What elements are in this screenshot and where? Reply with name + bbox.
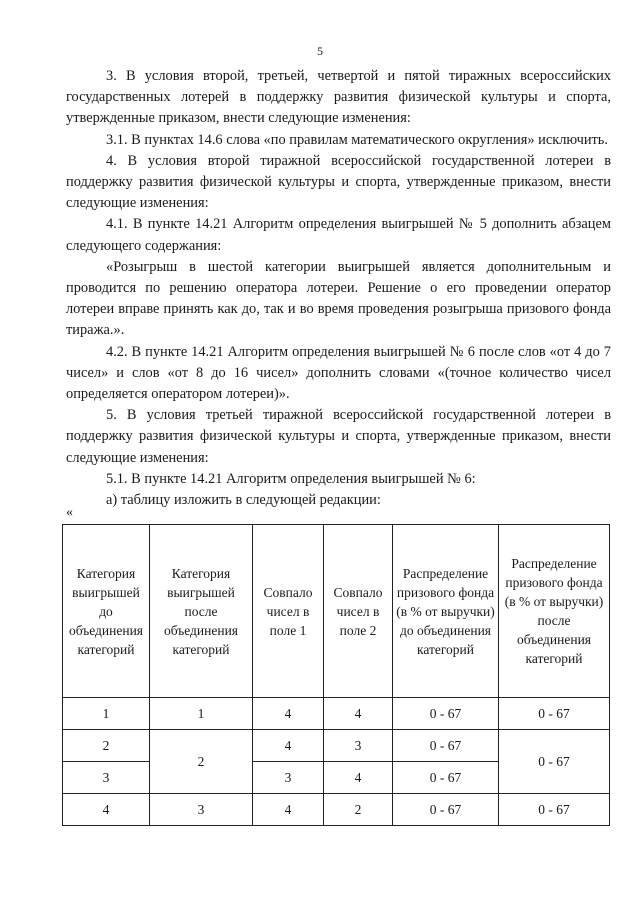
- paragraph-3: 3. В условия второй, третьей, четвертой и пятой тиражных всероссийских государственных лотерей в поддержку развития физической культуры и спорта, утвержденные приказом, внести следующие изменения:: [66, 68, 611, 127]
- cell-field-1: 4: [253, 730, 324, 762]
- page-number: 5: [317, 44, 323, 58]
- paragraph-3-1: 3.1. В пунктах 14.6 слова «по правилам математического округления» исключить.: [106, 131, 608, 148]
- cell-distribution-after: 0 - 67: [499, 698, 610, 730]
- table-row: [63, 794, 610, 826]
- header-distribution-after: Распределение призового фонда (в % от выручки) после объединения категорий: [499, 525, 610, 698]
- header-category-before: Категория выигрышей до объединения категорий: [63, 525, 150, 698]
- paragraph-quote: «Розыгрыш в шестой категории выигрышей является дополнительным и проводится по решению оператора лотереи. Решение о его проведении оператор лотереи вправе принять как до, так и во время проведения розыгрыша призового фонда тиража.».: [66, 258, 611, 339]
- cell-category-after: 2: [150, 730, 253, 794]
- cell-field-2: 2: [324, 794, 393, 826]
- cell-field-2: 4: [324, 698, 393, 730]
- document-body: [66, 66, 611, 511]
- header-category-after: Категория выигрышей после объединения категорий: [150, 525, 253, 698]
- cell-distribution-after: 0 - 67: [499, 794, 610, 826]
- table-header-row: [63, 525, 610, 698]
- cell-distribution-before: 0 - 67: [393, 730, 499, 762]
- cell-category-after: 1: [150, 698, 253, 730]
- cell-distribution-before: 0 - 67: [393, 698, 499, 730]
- cell-category-after: 3: [150, 794, 253, 826]
- cell-field-1: 4: [253, 698, 324, 730]
- prize-distribution-table: [62, 524, 610, 826]
- paragraph-4: 4. В условия второй тиражной всероссийской государственной лотереи в поддержку развития физической культуры и спорта, утвержденные приказом, внести следующие изменения:: [66, 152, 611, 212]
- cell-distribution-after: 0 - 67: [499, 730, 610, 794]
- opening-quote-mark: «: [66, 505, 73, 520]
- table-row: [63, 730, 610, 762]
- cell-field-1: 4: [253, 794, 324, 826]
- cell-distribution-before: 0 - 67: [393, 762, 499, 794]
- table-row: [63, 698, 610, 730]
- header-distribution-before: Распределение призового фонда (в % от выручки) до объединения категорий: [393, 525, 499, 698]
- paragraph-4-2: 4.2. В пункте 14.21 Алгоритм определения выигрышей № 6 после слов «от 4 до 7 чисел» и слов «от 8 до 16 чисел» дополнить словами «(точное количество чисел определяется оператором лотереи)».: [66, 343, 611, 403]
- cell-category-before: 4: [63, 794, 150, 826]
- header-field-1: Совпало чисел в поле 1: [253, 525, 324, 698]
- paragraph-5: 5. В условия третьей тиражной всероссийской государственной лотереи в поддержку развития физической культуры и спорта, утвержденные приказом, внести следующие изменения:: [66, 407, 611, 466]
- cell-field-2: 3: [324, 730, 393, 762]
- paragraph-5-1: 5.1. В пункте 14.21 Алгоритм определения выигрышей № 6:: [106, 470, 476, 487]
- paragraph-4-1: 4.1. В пункте 14.21 Алгоритм определения выигрышей № 5 дополнить абзацем следующего содержания:: [66, 216, 611, 254]
- header-field-2: Совпало чисел в поле 2: [324, 525, 393, 698]
- cell-category-before: 1: [63, 698, 150, 730]
- cell-distribution-before: 0 - 67: [393, 794, 499, 826]
- cell-category-before: 3: [63, 762, 150, 794]
- cell-field-2: 4: [324, 762, 393, 794]
- cell-category-before: 2: [63, 730, 150, 762]
- cell-field-1: 3: [253, 762, 324, 794]
- paragraph-5-1-a: а) таблицу изложить в следующей редакции:: [106, 492, 381, 509]
